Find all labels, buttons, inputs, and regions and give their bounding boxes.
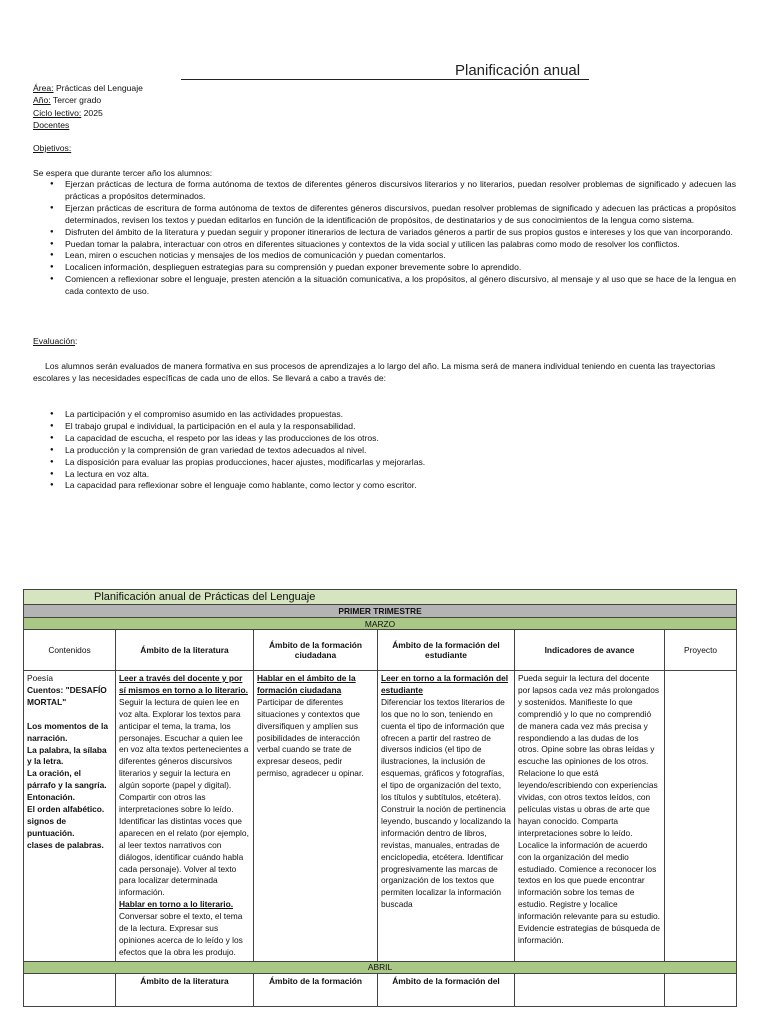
table-row bbox=[24, 671, 737, 962]
header-proyecto: Proyecto bbox=[665, 630, 737, 671]
teachers-label: Docentes bbox=[33, 119, 70, 130]
header-estudiante-april-line1: Ámbito de la formación del bbox=[392, 975, 500, 986]
estudiante-text: Diferenciar los textos literarios de los que no lo son, teniendo en cuenta el tipo de información que ofrecen a partir del rastreo de diversos indicios (el tipo de ilustraciones, la inclusión de esquemas, gráficos y fotografías, el tipo de organización del texto, los títulos y subtítulos, etcétera). Construir la noción de pertinencia leyendo, buscando y localizando la información dentro de libros, revistas, manuales, entradas de enciclopedia, etcétera. Identificar progresivamente las marcas de organización de los textos que permiten localizar la información buscada bbox=[381, 696, 511, 910]
cycle-row bbox=[33, 107, 143, 119]
document-title: Planificación anual bbox=[455, 62, 581, 79]
trimester-header: PRIMER TRIMESTRE bbox=[24, 605, 737, 618]
contenidos-cell bbox=[24, 671, 116, 962]
objectives-intro: Se espera que durante tercer año los alumnos: bbox=[33, 168, 213, 178]
objective-item: ● Puedan tomar la palabra, interactuar con otros en diferentes situaciones y contextos de la vida social y utilicen las palabras como modo de resolver los conflictos. bbox=[50, 239, 736, 251]
objective-item: ● Localicen información, desplieguen estrategias para su comprensión y puedan exponer brevemente sobre lo aprendido. bbox=[50, 262, 736, 274]
year-row bbox=[33, 94, 143, 106]
area-row bbox=[33, 82, 143, 94]
contenido-cuentos: Cuentos: "DESAFÍO MORTAL" bbox=[27, 684, 107, 707]
estudiante-cell bbox=[378, 671, 515, 962]
cycle-label: Ciclo lectivo: bbox=[33, 107, 82, 118]
contenido-item: El orden alfabético. bbox=[27, 804, 105, 815]
table-header-row bbox=[24, 630, 737, 671]
planning-table bbox=[23, 589, 737, 1007]
table-title: Planificación anual de Prácticas del Lenguaje bbox=[24, 590, 737, 605]
header-literatura-april: Ámbito de la literatura bbox=[116, 973, 254, 1006]
objective-item: ● Lean, miren o escuchen noticias y mensajes de los medios de comunicación y puedan comentarlos. bbox=[50, 250, 736, 262]
contenido-item: Los momentos de la narración. bbox=[27, 720, 108, 743]
literatura-heading-2: Hablar en torno a lo literario. bbox=[119, 899, 234, 910]
evaluation-item: ● El trabajo grupal e individual, la participación en el aula y la responsabilidad. bbox=[50, 421, 736, 433]
evaluation-item: ● La producción y la comprensión de gran variedad de textos adecuados al nivel. bbox=[50, 445, 736, 457]
literatura-heading-1: Leer a través del docente y por sí mismos en torno a lo literario. bbox=[119, 673, 248, 695]
table-header-row-april bbox=[24, 973, 737, 1006]
area-value: Prácticas del Lenguaje bbox=[55, 83, 143, 93]
contenido-item: La oración, el párrafo y la sangría. bbox=[27, 768, 107, 791]
estudiante-heading: Leer en torno a la formación del estudiante bbox=[381, 673, 509, 695]
objective-item: ● Comiencen a reflexionar sobre el lenguaje, presten atención a la situación comunicativa, a los propósitos, al género discursivo, al mensaje y al uso que se hace de la lengua en cada contexto de uso. bbox=[50, 274, 736, 298]
indicadores-cell: Pueda seguir la lectura del docente por lapsos cada vez más prolongados y sostenidos. Manifieste lo que comprendió y lo que no comprendió de manera cada vez más precisa y respondiendo a las dudas de los otros. Opine sobre las obras leídas y escuche las opiniones de los otros. Relacione lo que está leyendo/escribiendo con experiencias vividas, con otros textos leídos, con películas vistas u obras de arte que hayan conocido. Comparta interpretaciones sobre lo leído. Localice la información de acuerdo con la organización del medio estudiado. Comience a reconocer los textos en los que puede encontrar información sobre los temas de estudio. Registre y localice información relevante para su estudio. Evidencie estrategias de búsqueda de información. bbox=[515, 671, 665, 962]
area-label: Área: bbox=[33, 83, 54, 93]
literatura-cell bbox=[116, 671, 254, 962]
evaluation-item: ● La participación y el compromiso asumido en las actividades propuestas. bbox=[50, 409, 736, 421]
header-estudiante-line1: Ámbito de la formación del bbox=[392, 639, 500, 650]
objectives-list bbox=[50, 179, 736, 298]
literatura-text-1: Seguir la lectura de quien lee en voz alta. Explorar los textos para anticipar el tema, la trama, los personajes. Escuchar a quien lee en voz alta textos pertenecientes a diferentes géneros discursivos literarios y seguir la lectura en algún soporte (papel y digital). Compartir con otros las interpretaciones sobre lo leído. Identificar las distintas voces que aparecen en el relato (por ejemplo, al leer textos narrativos con diálogos, identificar cuándo habla cada personaje). Volver al texto para localizar determinada información. bbox=[119, 696, 249, 898]
header-ciudadana-line2: ciudadana bbox=[294, 650, 337, 660]
month-header-april: ABRIL bbox=[24, 961, 737, 973]
header-indicadores: Indicadores de avance bbox=[515, 630, 665, 671]
document-metadata bbox=[33, 82, 143, 131]
cycle-value: 2025 bbox=[83, 107, 103, 118]
header-estudiante bbox=[378, 630, 515, 671]
objectives-heading: Objetivos: bbox=[33, 143, 72, 153]
ciudadana-cell bbox=[254, 671, 378, 962]
contenido-item: Entonación. bbox=[27, 792, 75, 803]
evaluation-heading bbox=[33, 335, 77, 347]
evaluation-label: Evaluación bbox=[33, 336, 76, 346]
header-contenidos-april bbox=[24, 973, 116, 1006]
evaluation-item: ● La capacidad de escucha, el respeto por las ideas y las producciones de los otros. bbox=[50, 433, 736, 445]
teachers-row bbox=[33, 119, 143, 131]
evaluation-colon: : bbox=[75, 336, 78, 346]
evaluation-item: ● La lectura en voz alta. bbox=[50, 469, 736, 481]
header-literatura: Ámbito de la literatura bbox=[116, 630, 254, 671]
ciudadana-text: Participar de diferentes situaciones y contextos que diversifiquen y amplíen sus posibilidades de interacción verbal cuando se trate de expresar deseos, pedir permiso, agradecer u opinar. bbox=[257, 696, 364, 779]
evaluation-list bbox=[50, 409, 736, 492]
year-label: Año: bbox=[33, 95, 51, 106]
evaluation-item: ● La disposición para evaluar las propias producciones, hacer ajustes, modificarlas y mejorarlas. bbox=[50, 457, 736, 469]
literatura-text-2: Conversar sobre el texto, el tema de la lectura. Expresar sus opiniones acerca de lo leído y los efectos que la obra les produjo. bbox=[119, 911, 243, 957]
header-ciudadana-line1: Ámbito de la formación bbox=[268, 639, 363, 650]
header-contenidos: Contenidos bbox=[24, 630, 116, 671]
header-estudiante-april bbox=[378, 973, 515, 1006]
evaluation-item: ● La capacidad para reflexionar sobre el lenguaje como hablante, como lector y como escritor. bbox=[50, 480, 736, 492]
evaluation-text: Los alumnos serán evaluados de manera formativa en sus procesos de aprendizajes a lo largo del año. La misma será de manera individual teniendo en cuenta las trayectorias escolares y las necesidades específicas de cada uno de ellos. Se llevará a cabo a través de: bbox=[33, 361, 716, 383]
contenido-item: La palabra, la sílaba y la letra. bbox=[27, 744, 107, 767]
header-ciudadana-april-line1: Ámbito de la formación bbox=[268, 975, 363, 986]
ciudadana-heading: Hablar en el ámbito de la formación ciudadana bbox=[257, 673, 356, 695]
title-underline bbox=[181, 79, 589, 80]
contenido-item: clases de palabras. bbox=[27, 839, 104, 850]
year-value: Tercer grado bbox=[52, 95, 102, 106]
contenido-item: signos de puntuación. bbox=[27, 815, 75, 838]
proyecto-cell bbox=[665, 671, 737, 962]
month-header-march: MARZO bbox=[24, 618, 737, 630]
header-ciudadana bbox=[254, 630, 378, 671]
contenido-poesia: Poesía bbox=[27, 673, 54, 683]
header-estudiante-line2: estudiante bbox=[425, 650, 467, 660]
objective-item: ● Disfruten del ámbito de la literatura y puedan seguir y proponer itinerarios de lectura de variados géneros a partir de sus propios gustos e intereses y los que van incorporando. bbox=[50, 227, 736, 239]
objective-item: ● Ejerzan prácticas de escritura de forma autónoma de textos de diferentes géneros discursivos, puedan resolver problemas de significado y adecuen las prácticas a propósitos determinados, revisen los textos y puedan editarlos en función de la identificación de propósitos, de destinatarios y de sus conocimientos de la lengua como sistema. bbox=[50, 203, 736, 227]
header-proyecto-april bbox=[665, 973, 737, 1006]
header-ciudadana-april bbox=[254, 973, 378, 1006]
header-indicadores-april bbox=[515, 973, 665, 1006]
objective-item: ● Ejerzan prácticas de lectura de forma autónoma de textos de diferentes géneros discursivos literarios y no literarios, puedan resolver problemas de significado y adecuen las prácticas a propósitos determinados. bbox=[50, 179, 736, 203]
